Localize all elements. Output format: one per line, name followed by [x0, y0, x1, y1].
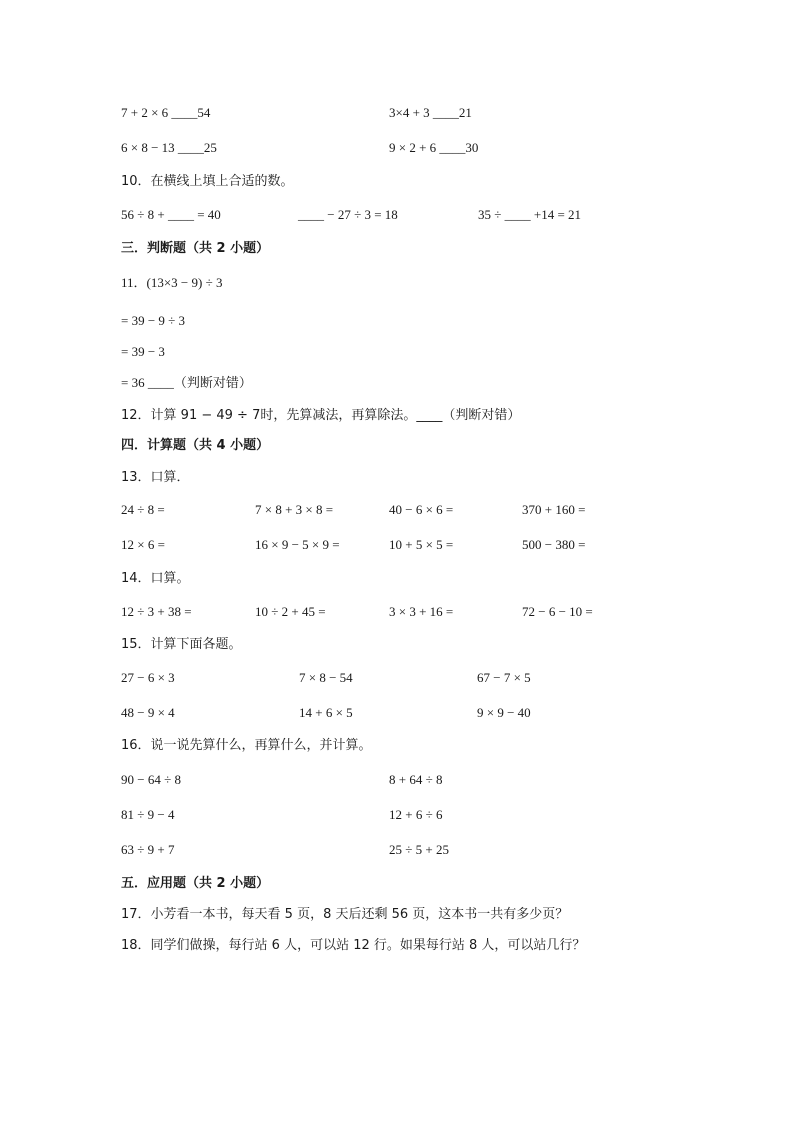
question-10-items — [121, 206, 681, 224]
fill-in-item: 56 ÷ 8 + ____ = 40 — [121, 207, 221, 222]
question-11-line: 11．(13×3 − 9) ÷ 3 — [121, 275, 223, 290]
expression: 25 ÷ 5 + 25 — [389, 842, 449, 857]
expression: 12 + 6 ÷ 6 — [389, 807, 443, 822]
question-17-text: 17．小芳看一本书，每天看 5 页，8 天后还剩 56 页，这本书一共有多少页？ — [121, 907, 569, 922]
expression: 48 − 9 × 4 — [121, 705, 175, 720]
mental-math-row — [121, 603, 681, 621]
expression: 370 + 160 = — [522, 502, 586, 517]
section-5-heading: 五．应用题（共 2 小题） — [121, 876, 270, 891]
expression: 7 × 8 − 54 — [299, 670, 353, 685]
compare-item: 7 + 2 × 6 ____54 — [121, 105, 211, 120]
compare-item: 3×4 + 3 ____21 — [389, 105, 472, 120]
calc-row — [121, 669, 681, 687]
mental-math-row — [121, 536, 681, 554]
section-3-heading: 三．判断题（共 2 小题） — [121, 241, 270, 256]
compare-row — [121, 104, 681, 122]
question-11-line: = 36 ____（判断对错） — [121, 375, 252, 390]
calc-row — [121, 771, 681, 789]
expression: 7 × 8 + 3 × 8 = — [255, 502, 334, 517]
compare-item: 9 × 2 + 6 ____30 — [389, 140, 479, 155]
expression: 3 × 3 + 16 = — [389, 604, 454, 619]
fill-in-item: 35 ÷ ____ +14 = 21 — [478, 207, 582, 222]
mental-math-row — [121, 501, 681, 519]
expression: 67 − 7 × 5 — [477, 670, 531, 685]
expression: 500 − 380 = — [522, 537, 586, 552]
expression: 72 − 6 − 10 = — [522, 604, 593, 619]
question-11-line: = 39 − 9 ÷ 3 — [121, 313, 186, 328]
expression: 24 ÷ 8 = — [121, 502, 165, 517]
question-15-prompt: 15．计算下面各题。 — [121, 637, 242, 652]
calc-row — [121, 806, 681, 824]
section-4-heading: 四．计算题（共 4 小题） — [121, 438, 270, 453]
expression: 16 × 9 − 5 × 9 = — [255, 537, 340, 552]
expression: 81 ÷ 9 − 4 — [121, 807, 175, 822]
expression: 27 − 6 × 3 — [121, 670, 175, 685]
calc-row — [121, 841, 681, 859]
question-10-prompt: 10．在横线上填上合适的数。 — [121, 174, 294, 189]
expression: 12 ÷ 3 + 38 = — [121, 604, 192, 619]
calc-row — [121, 704, 681, 722]
question-13-prompt: 13．口算． — [121, 470, 190, 485]
expression: 10 ÷ 2 + 45 = — [255, 604, 326, 619]
question-11-line: = 39 − 3 — [121, 344, 165, 359]
expression: 12 × 6 = — [121, 537, 165, 552]
question-12-text: 12．计算 91 − 49 ÷ 7时，先算减法，再算除法。____（判断对错） — [121, 408, 521, 423]
expression: 14 + 6 × 5 — [299, 705, 353, 720]
expression: 9 × 9 − 40 — [477, 705, 531, 720]
question-14-prompt: 14．口算。 — [121, 571, 190, 586]
question-18-text: 18．同学们做操，每行站 6 人，可以站 12 行。如果每行站 8 人，可以站几行？ — [121, 938, 586, 953]
expression: 10 + 5 × 5 = — [389, 537, 454, 552]
compare-row — [121, 139, 681, 157]
fill-in-item: ____ − 27 ÷ 3 = 18 — [298, 207, 398, 222]
expression: 8 + 64 ÷ 8 — [389, 772, 443, 787]
expression: 40 − 6 × 6 = — [389, 502, 454, 517]
expression: 63 ÷ 9 + 7 — [121, 842, 175, 857]
question-16-prompt: 16．说一说先算什么，再算什么，并计算。 — [121, 738, 372, 753]
expression: 90 − 64 ÷ 8 — [121, 772, 181, 787]
compare-item: 6 × 8 − 13 ____25 — [121, 140, 217, 155]
